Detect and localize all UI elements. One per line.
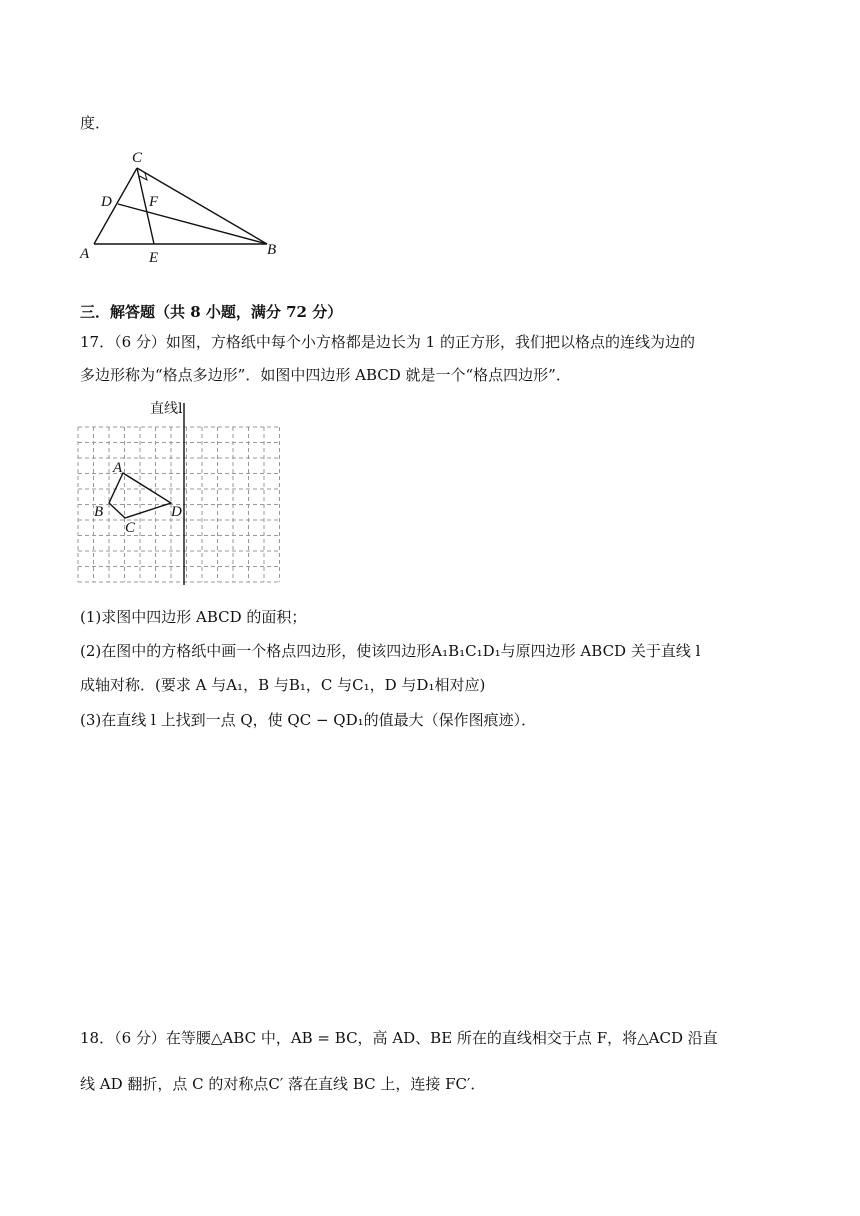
section-heading: 三．解答题（共 8 小题，满分 72 分） — [80, 303, 343, 321]
grid-point-label-c: C — [125, 520, 136, 536]
q17-line1: 17．（6 分）如图，方格纸中每个小方格都是边长为 1 的正方形，我们把以格点的连线为边的 — [80, 333, 695, 351]
grid-point-label-a: A — [113, 460, 123, 476]
q17-line2: 多边形称为“格点多边形”．如图中四边形 ABCD 就是一个“格点四边形”． — [80, 366, 571, 384]
point-label-c: C — [132, 150, 143, 166]
line-l-label: 直线l — [150, 401, 183, 417]
q18-line2: 线 AD 翻折，点 C 的对称点C′ 落在直线 BC 上，连接 FC′． — [80, 1075, 486, 1093]
segment-db — [118, 204, 267, 244]
triangle-figure — [70, 140, 300, 270]
grid-point-label-b: B — [94, 504, 104, 520]
q17-part1: (1)求图中四边形 ABCD 的面积； — [80, 608, 307, 626]
point-label-e: E — [149, 250, 159, 266]
point-label-f: F — [149, 194, 159, 210]
intro-tail-text: 度． — [80, 114, 111, 132]
point-label-a: A — [80, 246, 90, 262]
q17-part3: (3)在直线 l 上找到一点 Q，使 QC − QD₁的值最大（保作图痕迹）． — [80, 711, 537, 729]
grid-point-label-d: D — [171, 504, 182, 520]
point-label-b: B — [267, 242, 277, 258]
q18-line1: 18．（6 分）在等腰△ABC 中，AB = BC，高 AD、BE 所在的直线相交于点 F，将△ACD 沿直 — [80, 1029, 718, 1047]
q17-part2-line2: 成轴对称．(要求 A 与A₁，B 与B₁，C 与C₁，D 与D₁相对应) — [80, 676, 486, 694]
grid-figure — [70, 395, 290, 590]
q17-part2-line1: (2)在图中的方格纸中画一个格点四边形，使该四边形A₁B₁C₁D₁与原四边形 ABCD 关于直线 l — [80, 642, 701, 660]
point-label-d: D — [101, 194, 112, 210]
